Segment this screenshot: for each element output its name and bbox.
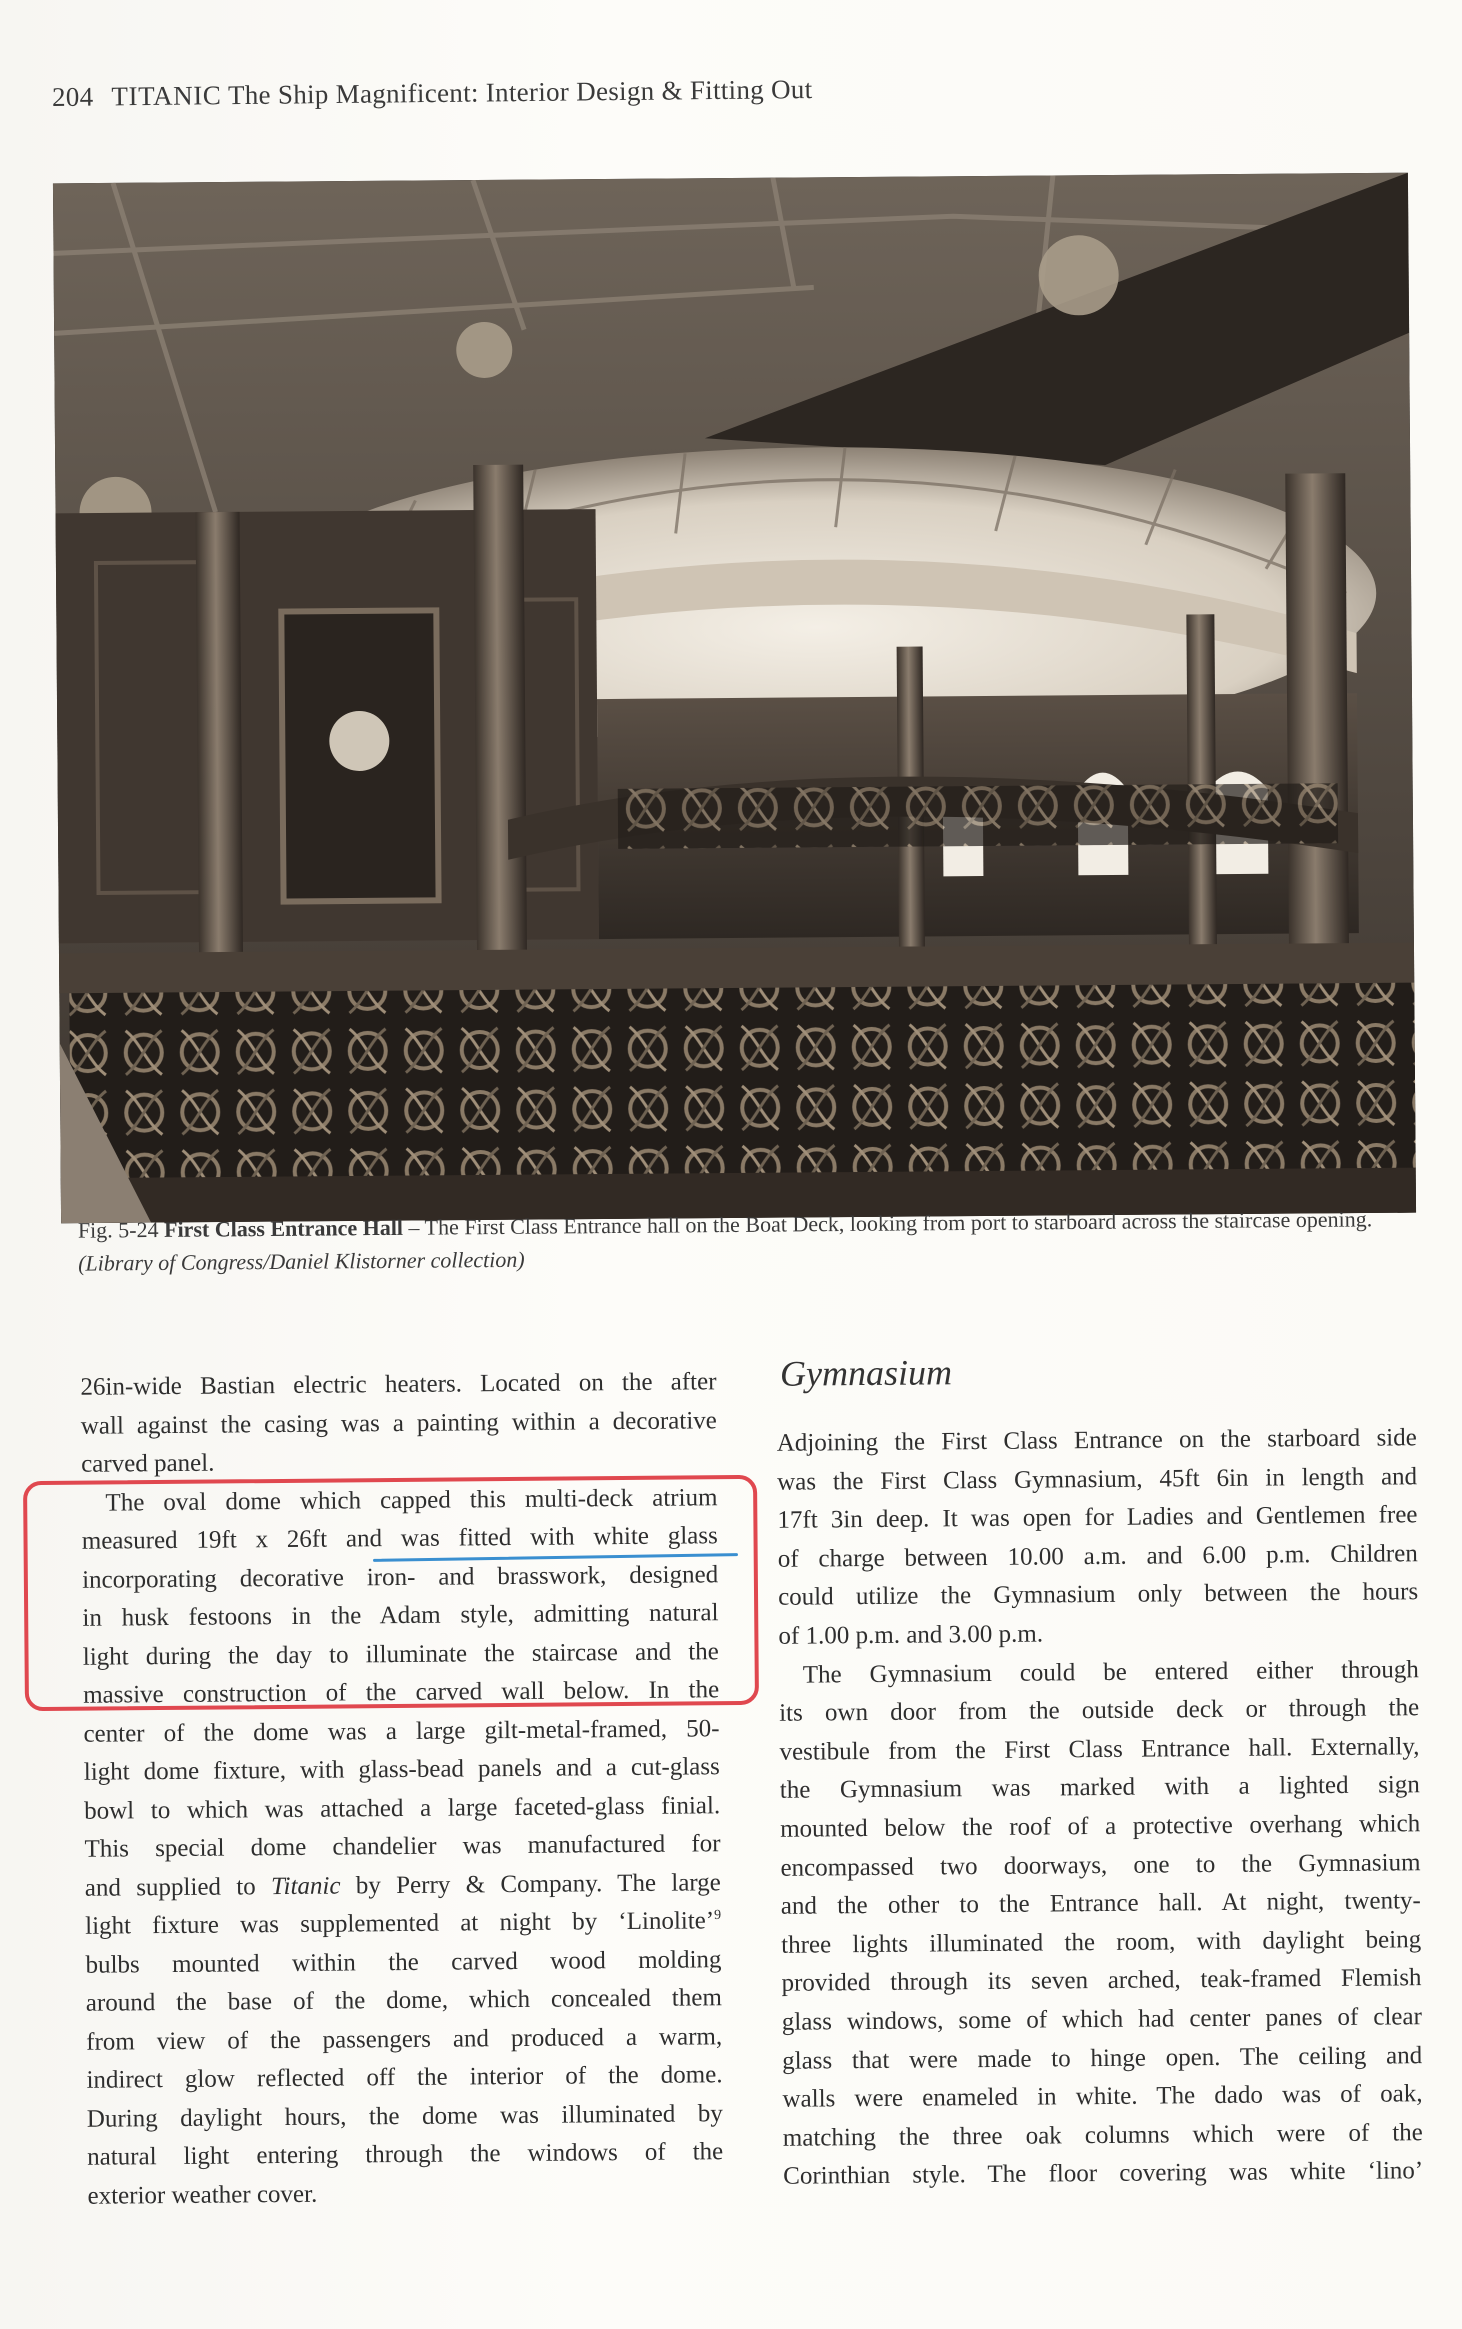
caption-dash: –	[408, 1214, 420, 1240]
book-title: TITANIC	[111, 80, 222, 112]
right-column	[777, 1419, 1424, 2196]
text-line-footnote	[85, 1902, 721, 1946]
section-heading-gymnasium: Gymnasium	[779, 1352, 953, 1394]
footnote-ref: 9	[714, 1907, 722, 1923]
text-line: mounted below the roof of a protective overhang which	[780, 1810, 1421, 1843]
book-subtitle: The Ship Magnificent: Interior Design & Fitting Out	[227, 74, 813, 111]
text-line-ship	[85, 1864, 721, 1908]
text-line: of 1.00 p.m. and 3.00 p.m.	[778, 1620, 1044, 1650]
figure-title: First Class Entrance Hall	[163, 1214, 404, 1242]
text-line: matching the three oak columns which were of the	[782, 2118, 1423, 2152]
running-head	[52, 74, 813, 113]
text-line: During daylight hours, the dome was illuminated by	[86, 2099, 723, 2133]
text-line: in husk festoons in the Adam style, admitting natural	[82, 1599, 719, 1632]
text-line: the Gymnasium was marked with a lighted sign	[779, 1771, 1420, 1805]
text-line: was the First Class Gymnasium, 45ft 6in in length and	[777, 1462, 1418, 1496]
text-line: wall against the casing was a painting within a decorative	[80, 1406, 717, 1440]
text-line: measured 19ft x 26ft and was fitted with white glass	[81, 1522, 718, 1555]
staircase-photograph	[53, 173, 1416, 1224]
text-line: glass windows, some of which had center panes of clear	[781, 2003, 1422, 2036]
text-line: encompassed two doorways, one to the Gymnasium	[780, 1848, 1421, 1882]
text-line: light during the day to illuminate the staircase and the	[82, 1637, 719, 1671]
text-line: incorporating decorative iron- and brasswork, designed	[82, 1560, 719, 1594]
text-fragment: light fixture was supplemented at night by ‘Linolite’	[85, 1907, 715, 1940]
text-fragment: by Perry & Company. The large	[355, 1868, 721, 1899]
text-line: and the other to the Entrance hall. At night, twenty-	[780, 1887, 1421, 1920]
text-line: its own door from the outside deck or through the	[779, 1694, 1420, 1727]
text-fragment: and supplied to	[84, 1872, 256, 1902]
text-line: could utilize the Gymnasium only between the hours	[778, 1578, 1419, 1612]
figure-caption	[78, 1202, 1379, 1279]
text-line: natural light entering through the windows of the	[87, 2138, 724, 2171]
text-line: Corinthian style. The floor covering was white ‘lino’	[783, 2157, 1424, 2191]
text-line: from view of the passengers and produced a warm,	[86, 2022, 723, 2056]
text-line: exterior weather cover.	[87, 2180, 318, 2210]
text-line: bowl to which was attached a large faceted-glass finial.	[84, 1791, 721, 1825]
text-line: indirect glow reflected off the interior of the dome.	[86, 2061, 723, 2094]
text-line: The oval dome which capped this multi-deck atrium	[105, 1483, 718, 1517]
figure-number: Fig. 5-24	[77, 1216, 159, 1243]
text-line: of charge between 10.00 a.m. and 6.00 p.m. Children	[777, 1539, 1418, 1573]
caption-credit: (Library of Congress/Daniel Klistorner collection)	[78, 1246, 525, 1276]
page-number: 204	[51, 81, 94, 112]
text-line: around the base of the dome, which concealed them	[85, 1984, 722, 2017]
ship-name: Titanic	[270, 1872, 341, 1900]
text-line: carved panel.	[81, 1449, 215, 1478]
photograph-grand-staircase-dome-icon	[53, 173, 1416, 1224]
text-line: vestibule from the First Class Entrance hall. Externally,	[779, 1732, 1420, 1766]
text-line: 26in-wide Bastian electric heaters. Located on the after	[80, 1368, 717, 1401]
text-line: The Gymnasium could be entered either through	[802, 1655, 1419, 1689]
text-line: center of the dome was a large gilt-metal-framed, 50-	[83, 1714, 720, 1748]
text-line: Adjoining the First Class Entrance on the starboard side	[776, 1424, 1417, 1457]
text-line: massive construction of the carved wall below. In the	[83, 1676, 720, 1709]
text-line: three lights illuminated the room, with daylight being	[781, 1925, 1422, 1959]
caption-text: The First Class Entrance hall on the Boat Deck, looking from port to starboard across the staircase opening.	[424, 1206, 1373, 1240]
text-line: This special dome chandelier was manufactured for	[84, 1830, 721, 1863]
text-line: provided through its seven arched, teak-framed Flemish	[781, 1964, 1422, 1998]
text-line: bulbs mounted within the carved wood molding	[85, 1945, 722, 1979]
text-line: 17ft 3in deep. It was open for Ladies and Gentlemen free	[777, 1501, 1418, 1534]
text-line: walls were enameled in white. The dado was of oak,	[782, 2080, 1423, 2113]
text-line: light dome fixture, with glass-bead panels and a cut-glass	[83, 1753, 720, 1786]
text-line: glass that were made to hinge open. The ceiling and	[782, 2041, 1423, 2075]
red-highlight-box	[23, 1475, 759, 1711]
